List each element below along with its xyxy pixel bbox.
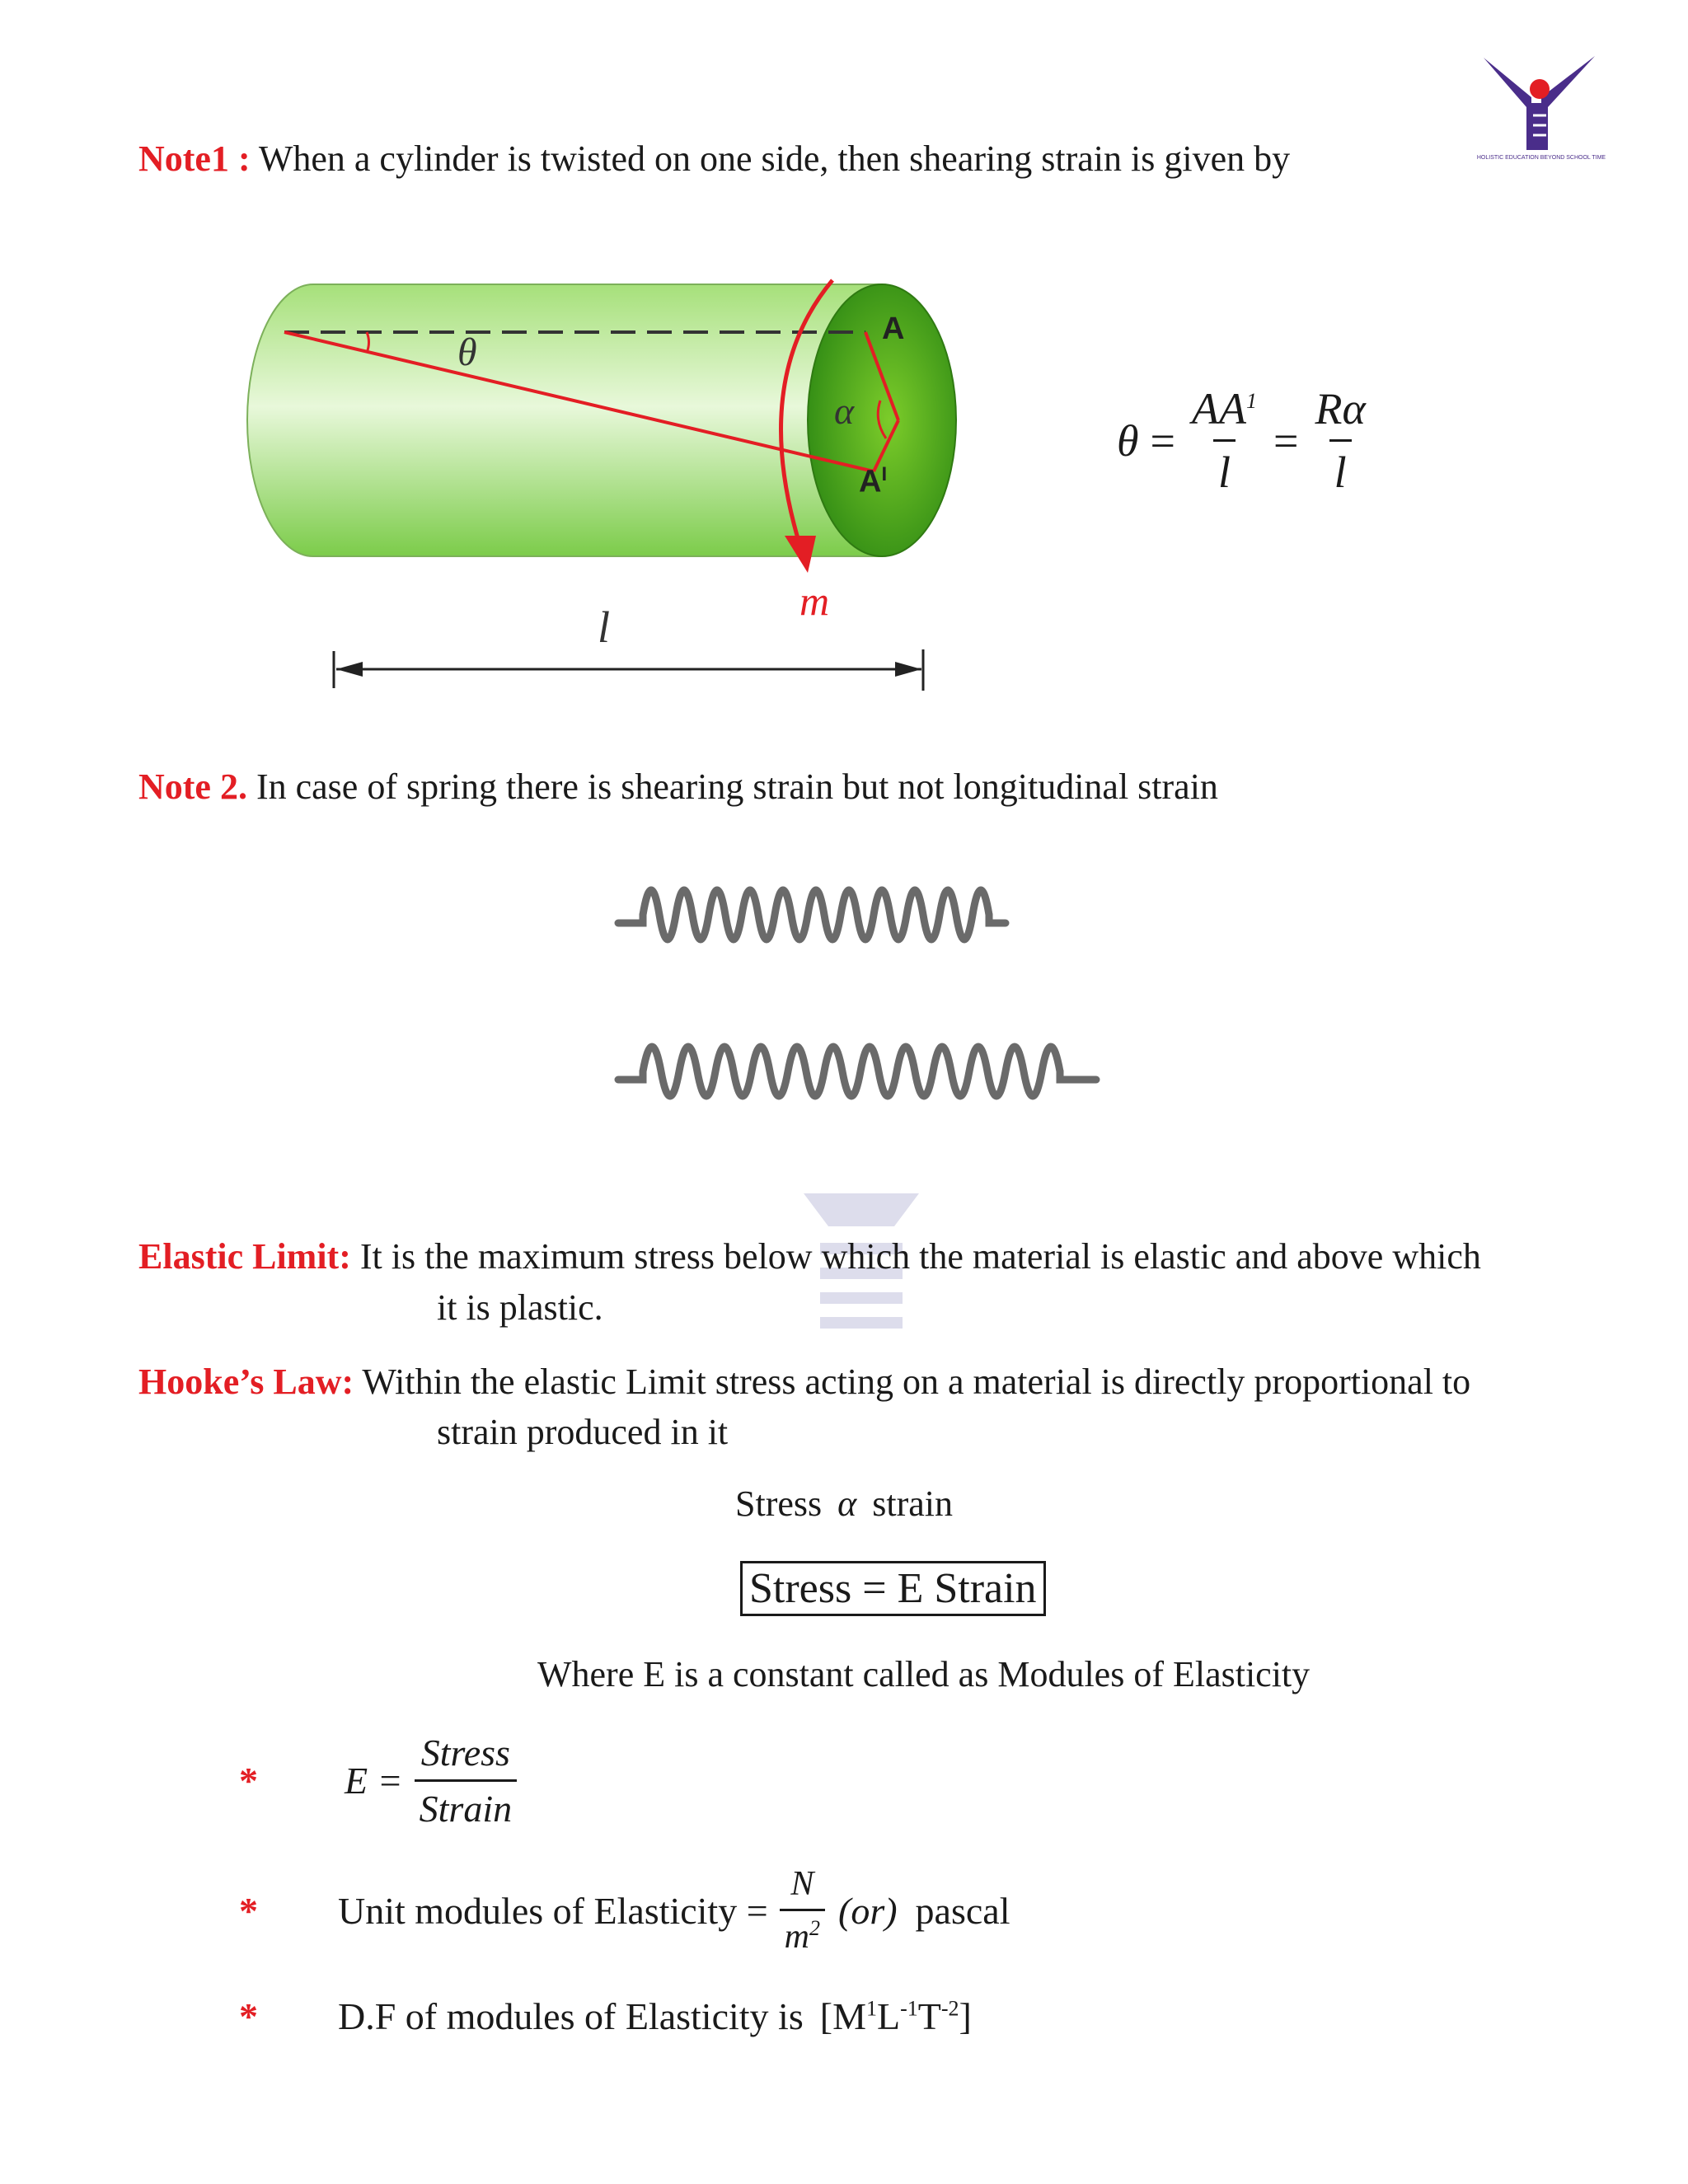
shear-formula	[1117, 383, 1371, 498]
note2-text: In case of spring there is shearing strain but not longitudinal strain	[256, 766, 1218, 807]
hookes-law-line2: strain produced in it	[437, 1412, 729, 1452]
note1-line	[138, 138, 1290, 180]
elastic-limit-line2: it is plastic.	[437, 1287, 603, 1328]
boxed-equation: Stress = E Strain	[740, 1564, 1046, 1613]
dimension-formula: $[M^1L^{-1}T^{-2}]$	[819, 1995, 972, 2037]
bullet-e-formula: * E = $\frac{\text{Stress}}{\text{Strain}}$	[239, 1731, 517, 1830]
hookes-law-text1: Within the elastic Limit stress acting on a material is directly proportional to	[362, 1361, 1471, 1402]
bullet-star: *	[239, 1760, 258, 1802]
proportional-statement: Stress α strain	[735, 1483, 953, 1524]
unit-fraction: $\frac{N}{m^2}$	[780, 1864, 825, 1957]
bullet-star: *	[239, 1889, 258, 1932]
note2-label: Note 2.	[138, 766, 247, 807]
logo	[1475, 49, 1607, 173]
theta-label: θ	[457, 330, 477, 374]
formula-frac2: $\frac{R\alpha}{l}$	[1315, 384, 1366, 497]
point-a-prime-label: $A^I$	[859, 463, 888, 499]
spring-diagram	[610, 857, 1121, 1187]
note1-text: When a cylinder is twisted on one side, then shearing strain is given by	[258, 138, 1291, 179]
cylinder-figure	[223, 247, 1022, 709]
hookes-law-label: Hooke’s Law:	[138, 1361, 354, 1402]
note1-label: Note1 :	[138, 138, 251, 179]
logo-tagline: HOLISTIC EDUCATION BEYOND SCHOOL TIME	[1476, 155, 1606, 161]
formula-eq2: =	[1273, 415, 1299, 466]
note2-line	[138, 766, 1218, 808]
point-a-label: A	[882, 312, 905, 346]
bullet-star: *	[239, 1995, 258, 2037]
torque-label: m	[799, 578, 830, 624]
elastic-limit-line1	[138, 1236, 1481, 1278]
formula-eq1: =	[1150, 415, 1175, 466]
e-fraction: $\frac{\text{Stress}}{\text{Strain}}$	[415, 1731, 517, 1830]
spring-figure	[610, 857, 1121, 1187]
bullet-unit: * Unit modules of Elasticity = $\frac{N}{m^2}$ (or) pascal	[239, 1865, 1010, 1956]
where-text: Where E is a constant called as Modules of Elasticity	[537, 1654, 1311, 1694]
formula-theta: θ	[1117, 415, 1139, 466]
length-label: l	[598, 602, 611, 652]
elastic-limit-label: Elastic Limit:	[138, 1236, 351, 1277]
alpha-label: α	[834, 390, 855, 432]
formula-frac1: $\frac{AA^1}{l}$	[1192, 384, 1257, 497]
hookes-law-line1	[138, 1361, 1470, 1404]
elastic-limit-text1: It is the maximum stress below which the material is elastic and above which	[359, 1236, 1481, 1277]
bullet-dimension: * D.F of modules of Elasticity is $[M^1L^{-1}T^{-2}]$	[239, 1995, 972, 2037]
